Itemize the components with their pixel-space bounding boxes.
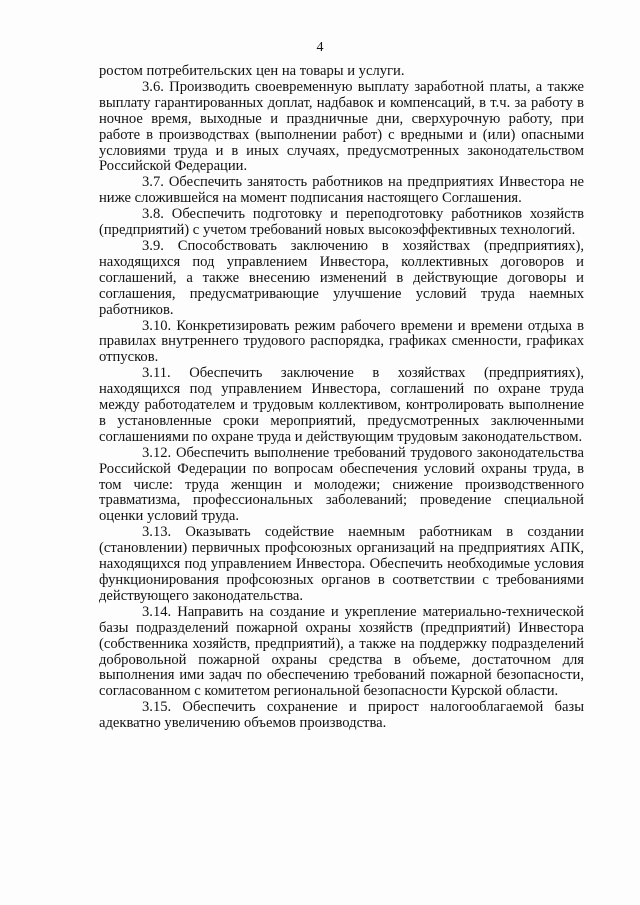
page-number: 4 xyxy=(316,40,324,55)
paragraph-3-12: 3.12. Обеспечить выполнение требований трудового законодательства Российской Федерации по вопросам обеспечения условий охраны труда, в том числе: труда женщин и молодежи; снижение производственного травматизма, профессиональных заболеваний; проведение специальной оценки условий труда. xyxy=(99,444,584,525)
paragraph-3-11: 3.11. Обеспечить заключение в хозяйствах (предприятиях), находящихся под управлением Инвестора, соглашений по охране труда между работодателем и трудовым коллективом, контролировать выполнение в установленные сроки мероприятий, предусмотренных заключенными соглашениями по охране труда и действующим трудовым законодательством. xyxy=(99,365,584,445)
paragraph-3-14: 3.14. Направить на создание и укрепление материально-технической базы подразделений пожарной охраны хозяйств (предприятий) Инвестора (собственника хозяйств, предприятий), а также на поддержку подразделений добровольной пожарной охраны средства в объеме, достаточном для выполнения ими задач по обеспечению требований пожарной безопасности, согласованном с комитетом региональной безопасности Курской области. xyxy=(99,603,584,700)
paragraph-3-10: 3.10. Конкретизировать режим рабочего времени и времени отдыха в правилах внутреннего трудового распорядка, графиках сменности, графиках отпусков. xyxy=(99,317,584,366)
paragraph-3-9: 3.9. Способствовать заключению в хозяйствах (предприятиях), находящихся под управлением Инвестора, коллективных договоров и соглашений, а также внесению изменений в действующие договоры и соглашения, предусматривающие улучшение условий труда наемных работников. xyxy=(99,237,584,318)
paragraph-3-13: 3.13. Оказывать содействие наемным работникам в создании (становлении) первичных профсоюзных организаций на предприятиях АПК, находящихся под управлением Инвестора. Обеспечить необходимые условия функционирования профсоюзных органов в соответствии с требованиями действующего законодательства. xyxy=(99,524,584,604)
paragraph-3-6: 3.6. Производить своевременную выплату заработной платы, а также выплату гарантированных доплат, надбавок и компенсаций, в т.ч. за работу в ночное время, выходные и праздничные дни, сверхурочную работу, при работе в производствах (выполнении работ) с вредными и (или) опасными условиями труда и в иных случаях, предусмотренных законодательством Российской Федерации. xyxy=(99,78,584,175)
paragraph-3-15: 3.15. Обеспечить сохранение и прирост налогооблагаемой базы адекватно увеличению объемов производства. xyxy=(99,699,584,732)
document-body xyxy=(99,64,584,732)
lead-paragraph: ростом потребительских цен на товары и услуги. xyxy=(99,63,405,79)
paragraph-3-8: 3.8. Обеспечить подготовку и переподготовку работников хозяйств (предприятий) с учетом требований новых высокоэффективных технологий. xyxy=(99,206,584,239)
paragraph-3-7: 3.7. Обеспечить занятость работников на предприятиях Инвестора не ниже сложившейся на момент подписания настоящего Соглашения. xyxy=(99,174,584,207)
